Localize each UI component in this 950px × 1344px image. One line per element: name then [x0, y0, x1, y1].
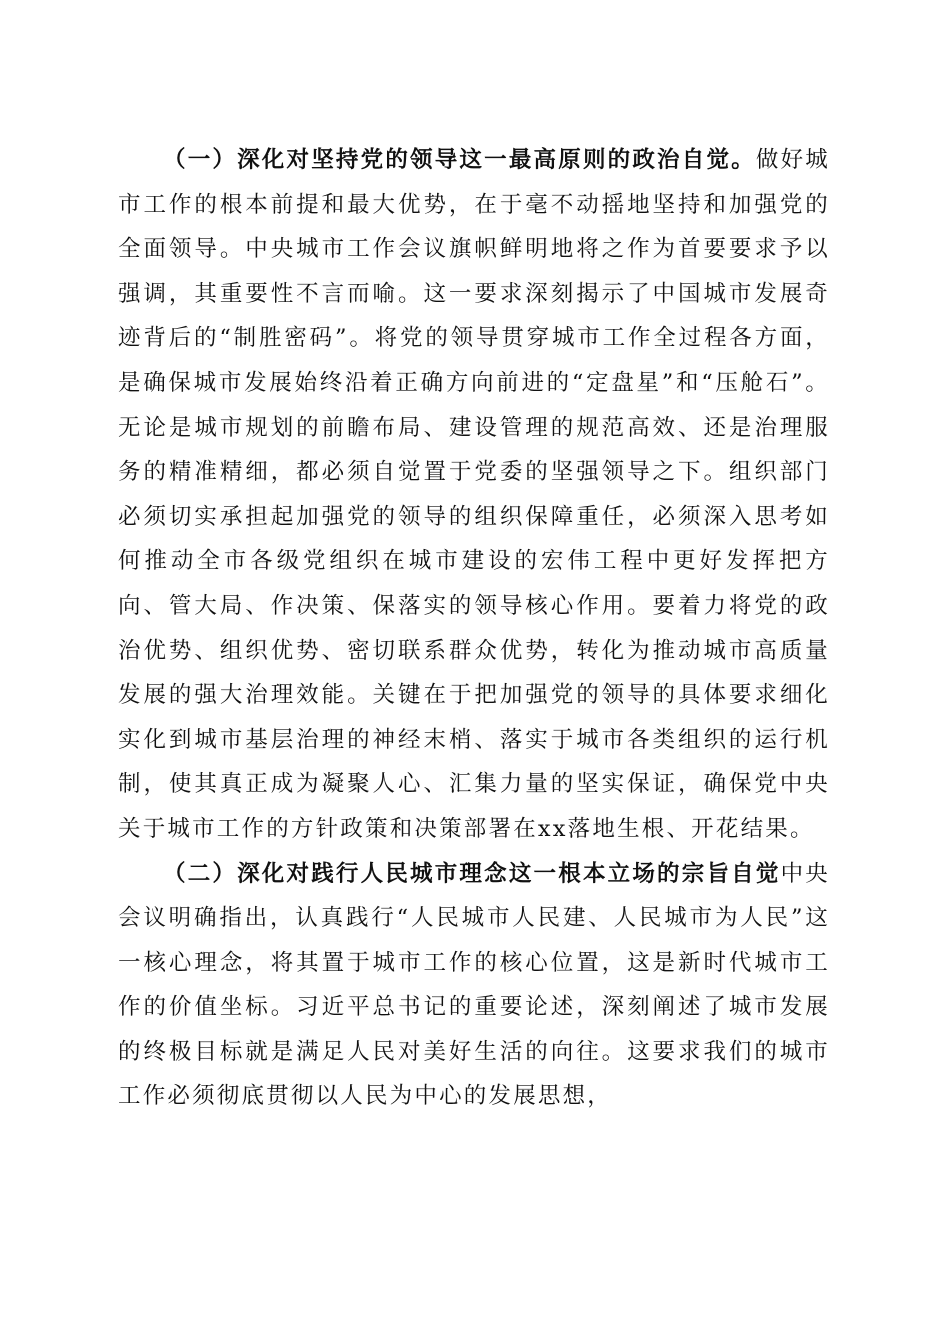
document-body [118, 138, 830, 1119]
paragraph-section-2 [118, 852, 830, 1120]
section-2-body: 中央会议明确指出，认真践行“人民城市人民建、人民城市为人民”这一核心理念，将其置于城市工作的核心位置，这是新时代城市工作的价值坐标。习近平总书记的重要论述，深刻阐述了城市发展的终极目标就是满足人民对美好生活的向往。这要求我们的城市工作必须彻底贯彻以人民为中心的发展思想， [118, 860, 830, 1110]
section-1-heading: （一）深化对坚持党的领导这一最高原则的政治自觉。 [163, 147, 756, 173]
section-2-heading: （二）深化对践行人民城市理念这一根本立场的宗旨自觉 [163, 860, 781, 887]
paragraph-section-1 [118, 138, 830, 852]
section-1-body: 做好城市工作的根本前提和最大优势，在于毫不动摇地坚持和加强党的全面领导。中央城市工作会议旗帜鲜明地将之作为首要要求予以强调，其重要性不言而喻。这一要求深刻揭示了中国城市发展奇迹背后的“制胜密码”。将党的领导贯穿城市工作全过程各方面，是确保城市发展始终沿着正确方向前进的“定盘星”和“压舱石”。无论是城市规划的前瞻布局、建设管理的规范高效、还是治理服务的精准精细，都必须自觉置于党委的坚强领导之下。组织部门必须切实承担起加强党的领导的组织保障重任，必须深入思考如何推动全市各级党组织在城市建设的宏伟工程中更好发挥把方向、管大局、作决策、保落实的领导核心作用。要着力将党的政治优势、组织优势、密切联系群众优势，转化为推动城市高质量发展的强大治理效能。关键在于把加强党的领导的具体要求细化实化到城市基层治理的神经末梢、落实于城市各类组织的运行机制，使其真正成为凝聚人心、汇集力量的坚实保证，确保党中央关于城市工作的方针政策和决策部署在xx落地生根、开花结果。 [118, 147, 830, 842]
